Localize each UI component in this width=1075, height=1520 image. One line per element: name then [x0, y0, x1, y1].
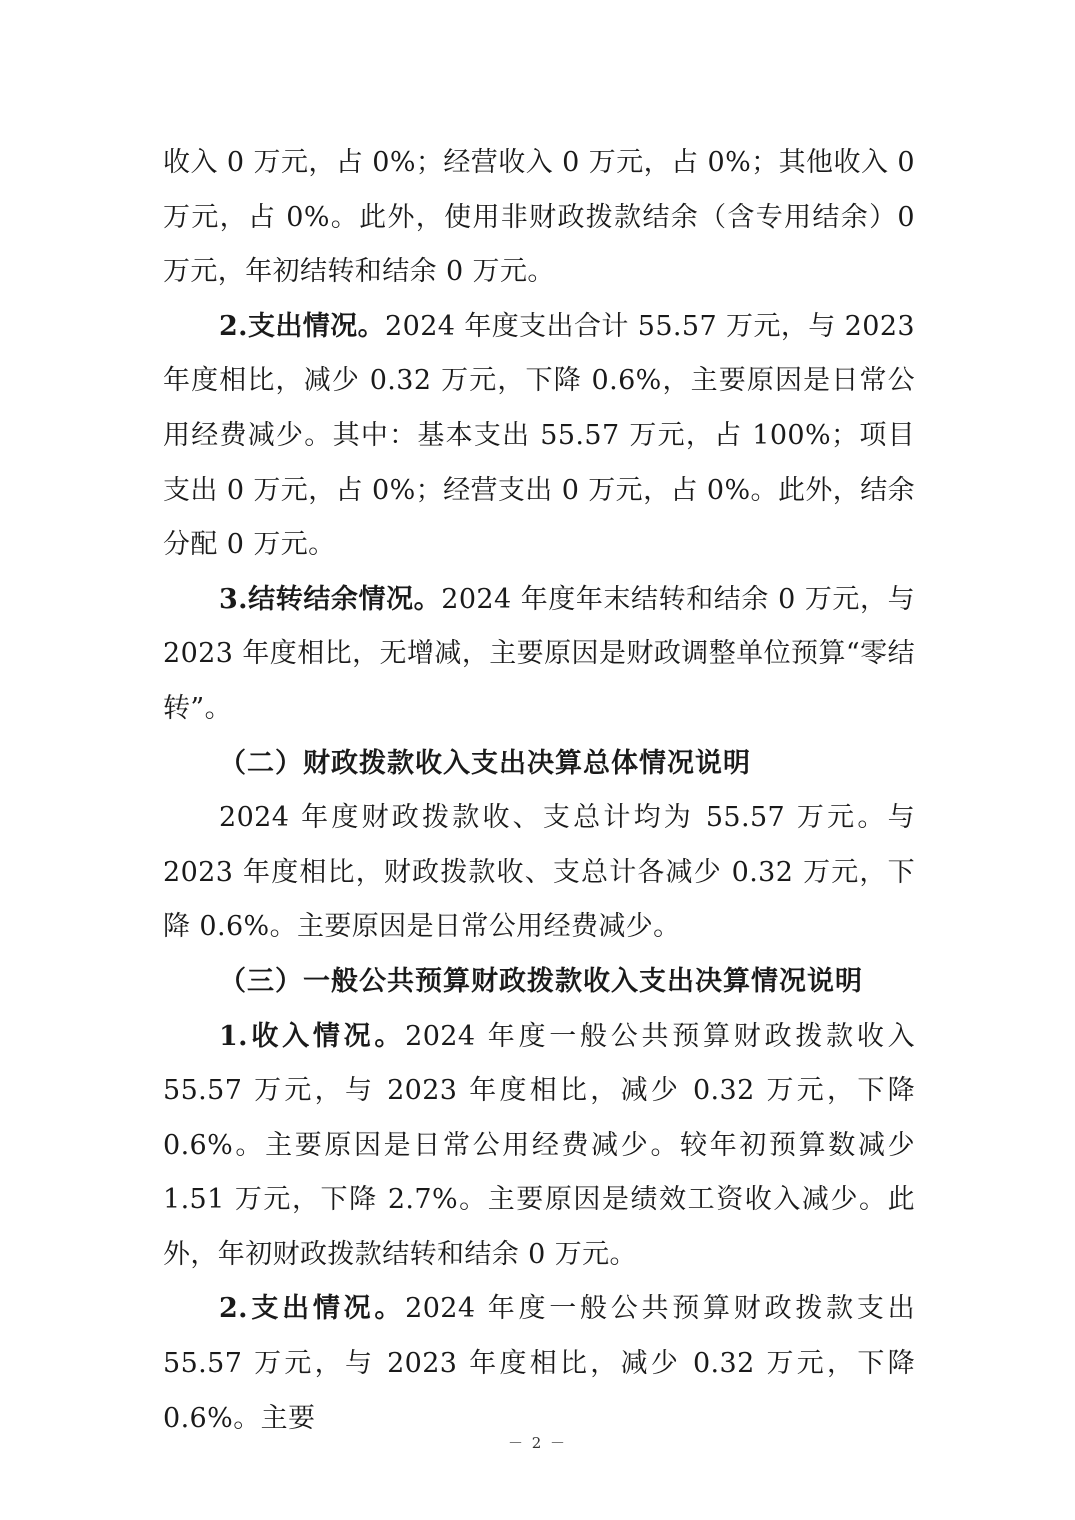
section-heading-3: （三）一般公共预算财政拨款收入支出决算情况说明 [219, 965, 863, 997]
paragraph-carryover [163, 573, 915, 737]
paragraph-income-continued [163, 136, 915, 300]
paragraph-text: 收入 0 万元，占 0%；经营收入 0 万元，占 0%；其他收入 0 万元，占 0%。此外，使用非财政拨款结余（含专用结余）0 万元，年初结转和结余 0 万元。 [163, 147, 915, 288]
paragraph-text: 2024 年度支出合计 55.57 万元，与 2023 年度相比，减少 0.32 万元，下降 0.6%，主要原因是日常公用经费减少。其中：基本支出 55.57 万元，占 100%；项目支出 0 万元，占 0%；经营支出 0 万元，占 0%。此外，结余分配 0 万元。 [163, 310, 915, 561]
paragraph-text: 2024 年度一般公共预算财政拨款收入 55.57 万元，与 2023 年度相比，减少 0.32 万元，下降 0.6%。主要原因是日常公用经费减少。较年初预算数减少 1.51 万元，下降 2.7%。主要原因是绩效工资收入减少。此外，年初财政拨款结转和结余 0 万元。 [163, 1020, 915, 1270]
paragraph-text: 2024 年度财政拨款收、支总计均为 55.57 万元。与 2023 年度相比，财政拨款收、支总计各减少 0.32 万元，下降 0.6%。主要原因是日常公用经费减少。 [163, 802, 915, 943]
page-number: － 2 － [507, 1434, 568, 1452]
paragraph-lead: 1.收入情况。 [219, 1020, 406, 1052]
paragraph-lead: 3.结转结余情况。 [219, 583, 442, 615]
document-body [163, 136, 915, 1446]
paragraph-text: 2024 年度年末结转和结余 0 万元，与 2023 年度相比，无增减，主要原因是财政调整单位预算“零结转”。 [163, 583, 915, 724]
paragraph-expenditure [163, 300, 915, 573]
paragraph-lead: 2.支出情况。 [219, 1293, 406, 1325]
paragraph-fiscal-total [163, 791, 915, 955]
paragraph-text: 2024 年度一般公共预算财政拨款支出 55.57 万元，与 2023 年度相比，减少 0.32 万元，下降 0.6%。主要 [163, 1293, 915, 1434]
paragraph-lead: 2.支出情况。 [219, 310, 386, 342]
paragraph-general-expenditure [163, 1282, 915, 1446]
section-heading-2: （二）财政拨款收入支出决算总体情况说明 [219, 747, 751, 779]
paragraph-general-income [163, 1010, 915, 1283]
